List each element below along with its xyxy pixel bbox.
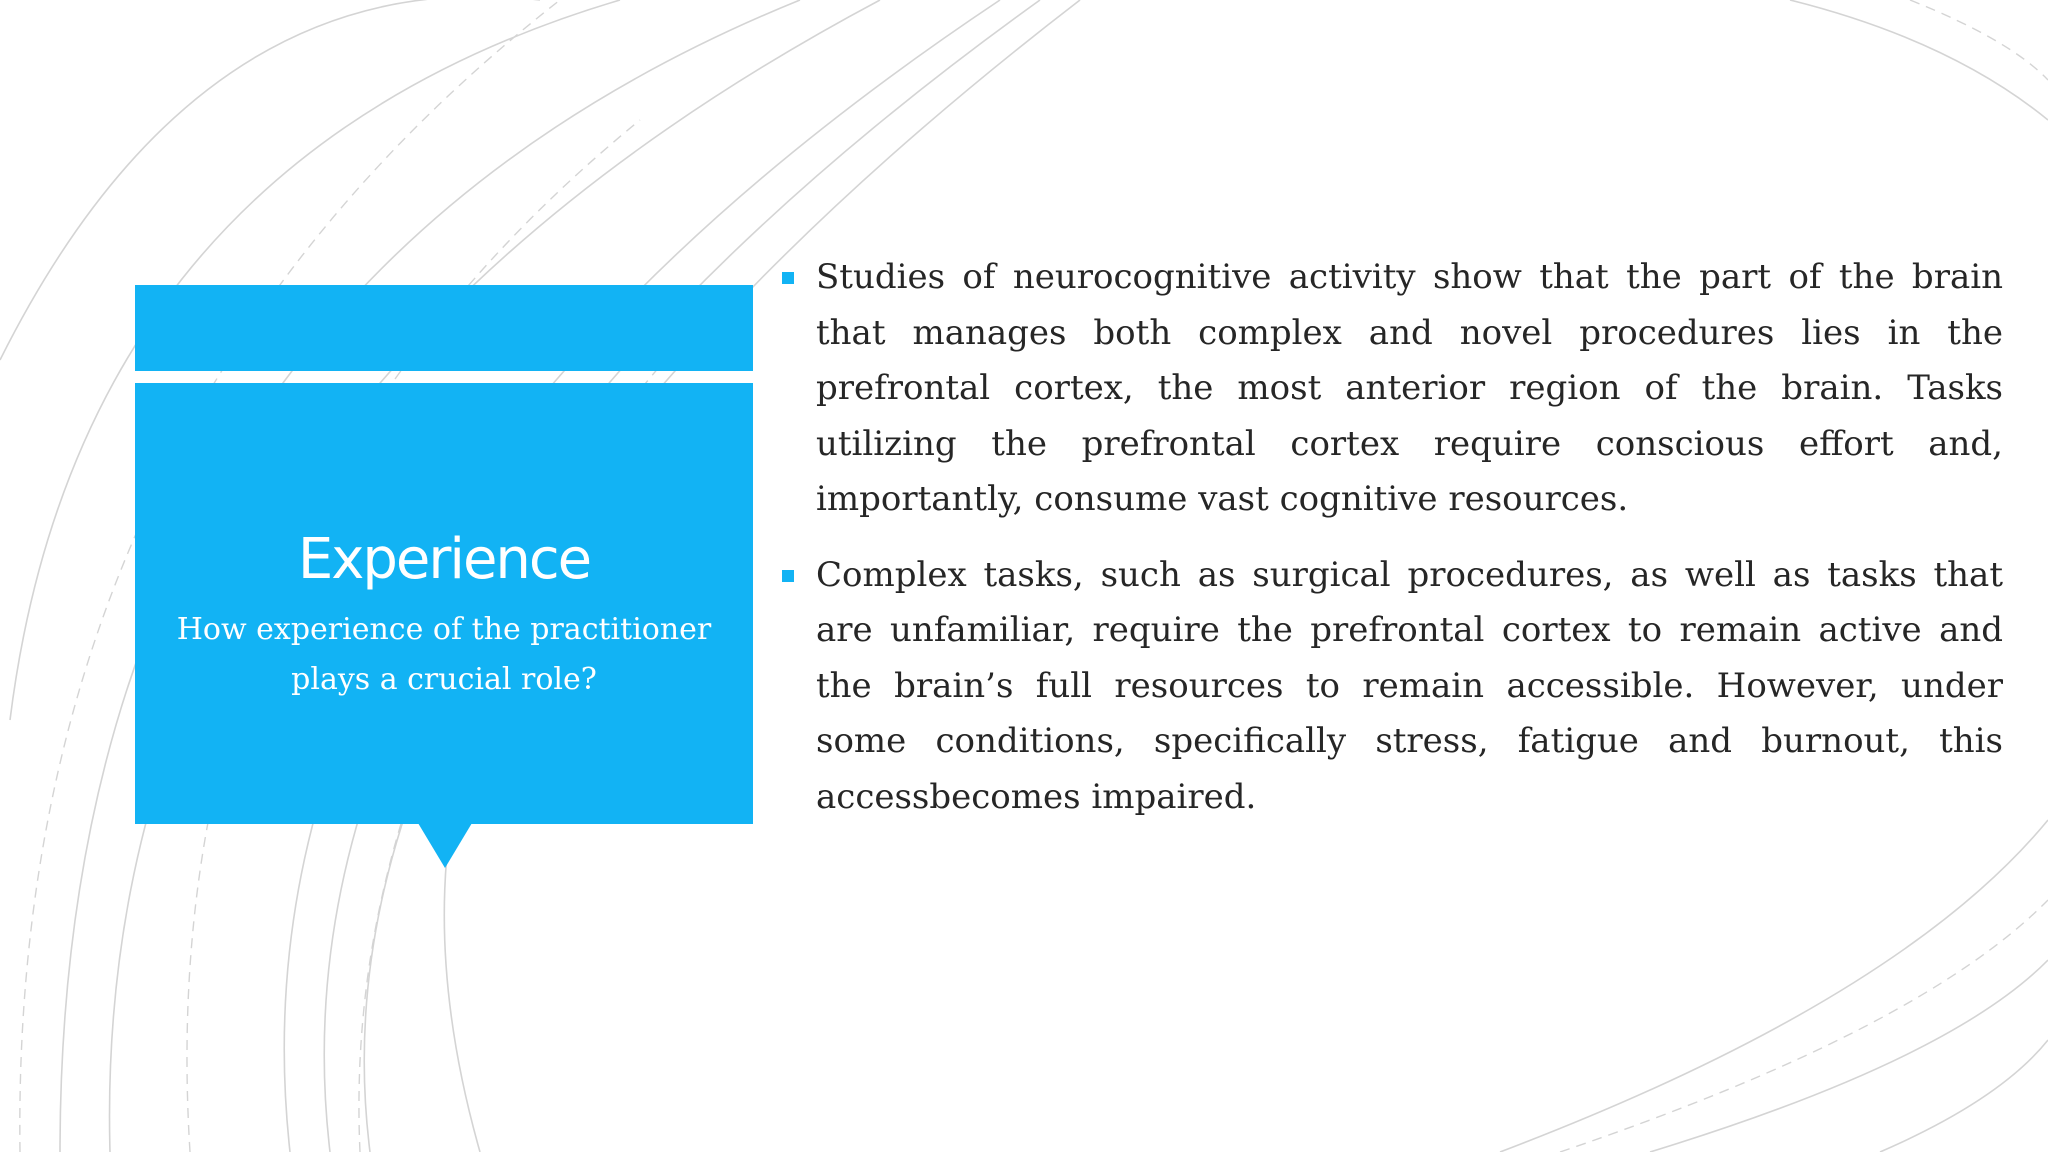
bullet-text: Studies of neurocognitive activity show that the part of the brain that manages both complex and novel procedures lies in the prefrontal cortex, the most anterior region of the brain. Tasks utilizing the prefrontal cortex require conscious effort and, importantly, consume vast cognitive resources. xyxy=(816,257,2003,519)
accent-bar xyxy=(135,285,753,371)
slide-subtitle: How experience of the practitioner plays a crucial role? xyxy=(176,612,712,697)
callout-pointer xyxy=(418,823,472,868)
bullet-list xyxy=(778,250,2003,845)
title-group xyxy=(135,527,753,705)
bullet-item xyxy=(778,548,2003,826)
bullet-item xyxy=(778,250,2003,528)
bullet-text: Complex tasks, such as surgical procedures, as well as tasks that are unfamiliar, require the prefrontal cortex to remain active and the brain’s full resources to remain accessible. However, under some conditions, specifically stress, fatigue and burnout, this accessbecomes impaired. xyxy=(816,554,2003,817)
slide-title: Experience xyxy=(297,527,591,592)
title-panel xyxy=(135,383,753,824)
square-bullet-icon xyxy=(782,272,794,284)
square-bullet-icon xyxy=(782,570,794,582)
